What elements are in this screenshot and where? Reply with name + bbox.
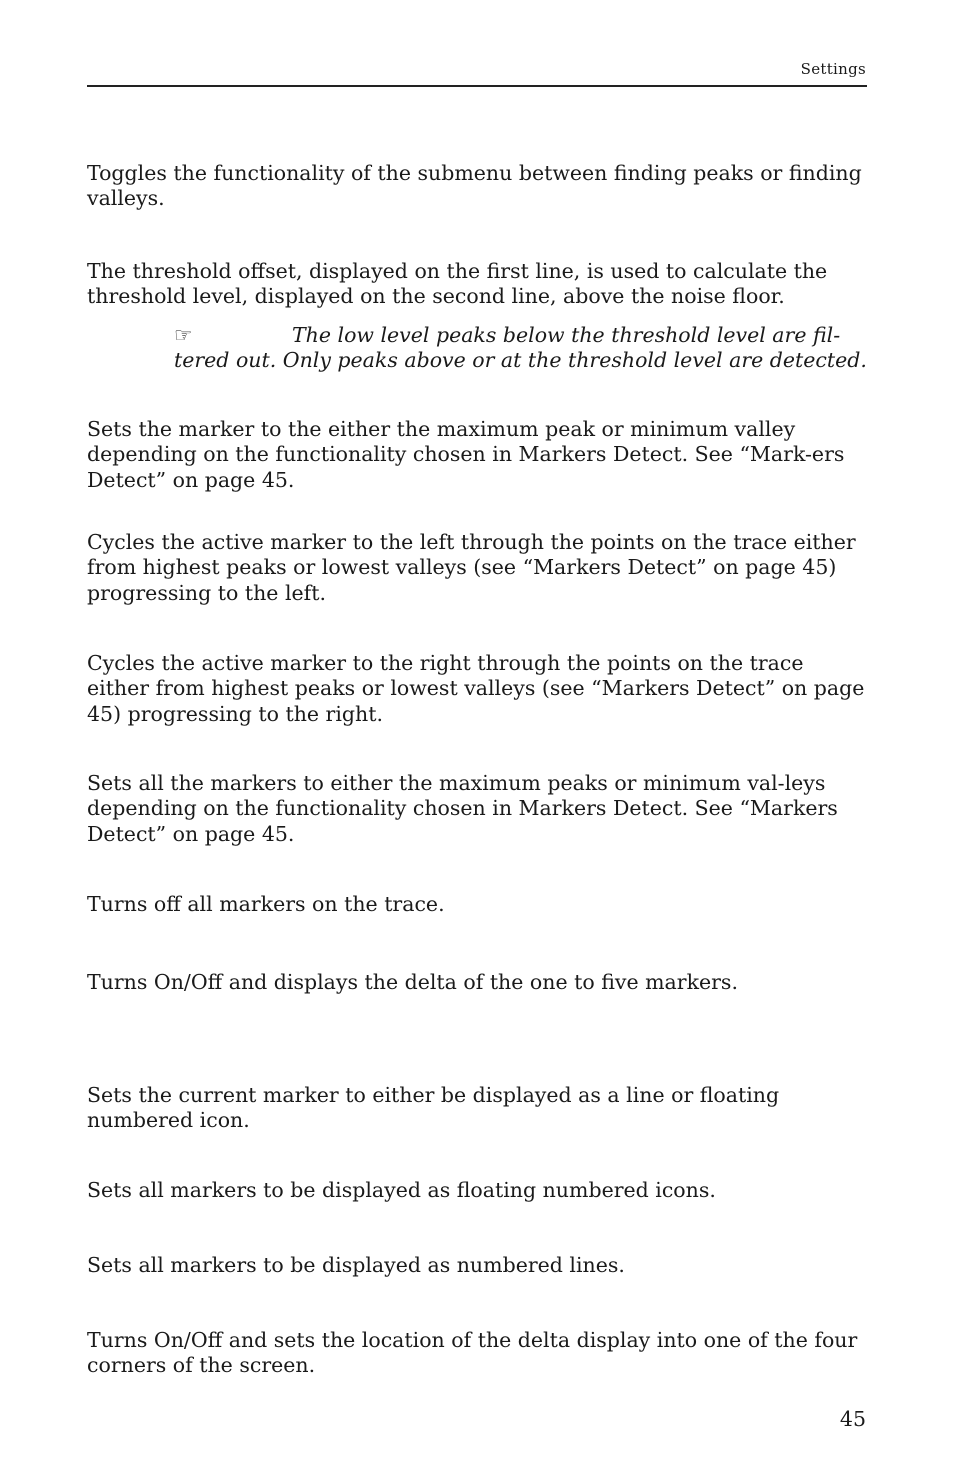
- page-number: 45: [839, 1407, 866, 1431]
- paragraph-all-lines: Sets all markers to be displayed as numbered lines.: [87, 1253, 625, 1277]
- running-header: Settings: [800, 60, 866, 78]
- paragraph-all-max-peaks: Sets all the markers to either the maximum peaks or minimum val-leys depending on the functionality chosen in Markers Detect. See “Markers Detect” on page 45.: [87, 771, 838, 846]
- paragraph-all-off: Turns off all markers on the trace.: [87, 892, 445, 916]
- paragraph-next-left: Cycles the active marker to the left through the points on the trace either from highest peaks or lowest valleys (see “Markers Detect” on page 45) progressing to the left.: [87, 530, 856, 605]
- paragraph-markers-detect: Toggles the functionality of the submenu between finding peaks or finding valleys.: [87, 161, 862, 211]
- note: [174, 323, 874, 374]
- header-rule: [87, 85, 867, 87]
- paragraph-all-icons: Sets all markers to be displayed as floating numbered icons.: [87, 1178, 716, 1202]
- paragraph-delta: Turns On/Off and displays the delta of the one to five markers.: [87, 970, 738, 994]
- pointing-hand-icon: ☞: [174, 323, 193, 347]
- paragraph-marker-display: Sets the current marker to either be displayed as a line or floating numbered icon.: [87, 1083, 780, 1133]
- paragraph-delta-location: Turns On/Off and sets the location of the delta display into one of the four corners of the screen.: [87, 1328, 858, 1378]
- paragraph-next-right: Cycles the active marker to the right through the points on the trace either from highest peaks or lowest valleys (see “Markers Detect” on page 45) progressing to the right.: [87, 651, 865, 726]
- paragraph-max-peak: Sets the marker to the either the maximum peak or minimum valley depending on the functionality chosen in Markers Detect. See “Mark-ers Detect” on page 45.: [87, 417, 845, 492]
- paragraph-threshold: The threshold offset, displayed on the first line, is used to calculate the threshold level, displayed on the second line, above the noise floor.: [87, 259, 828, 309]
- note-text: The low level peaks below the threshold level are fil-tered out. Only peaks above or at the threshold level are detected.: [174, 323, 867, 373]
